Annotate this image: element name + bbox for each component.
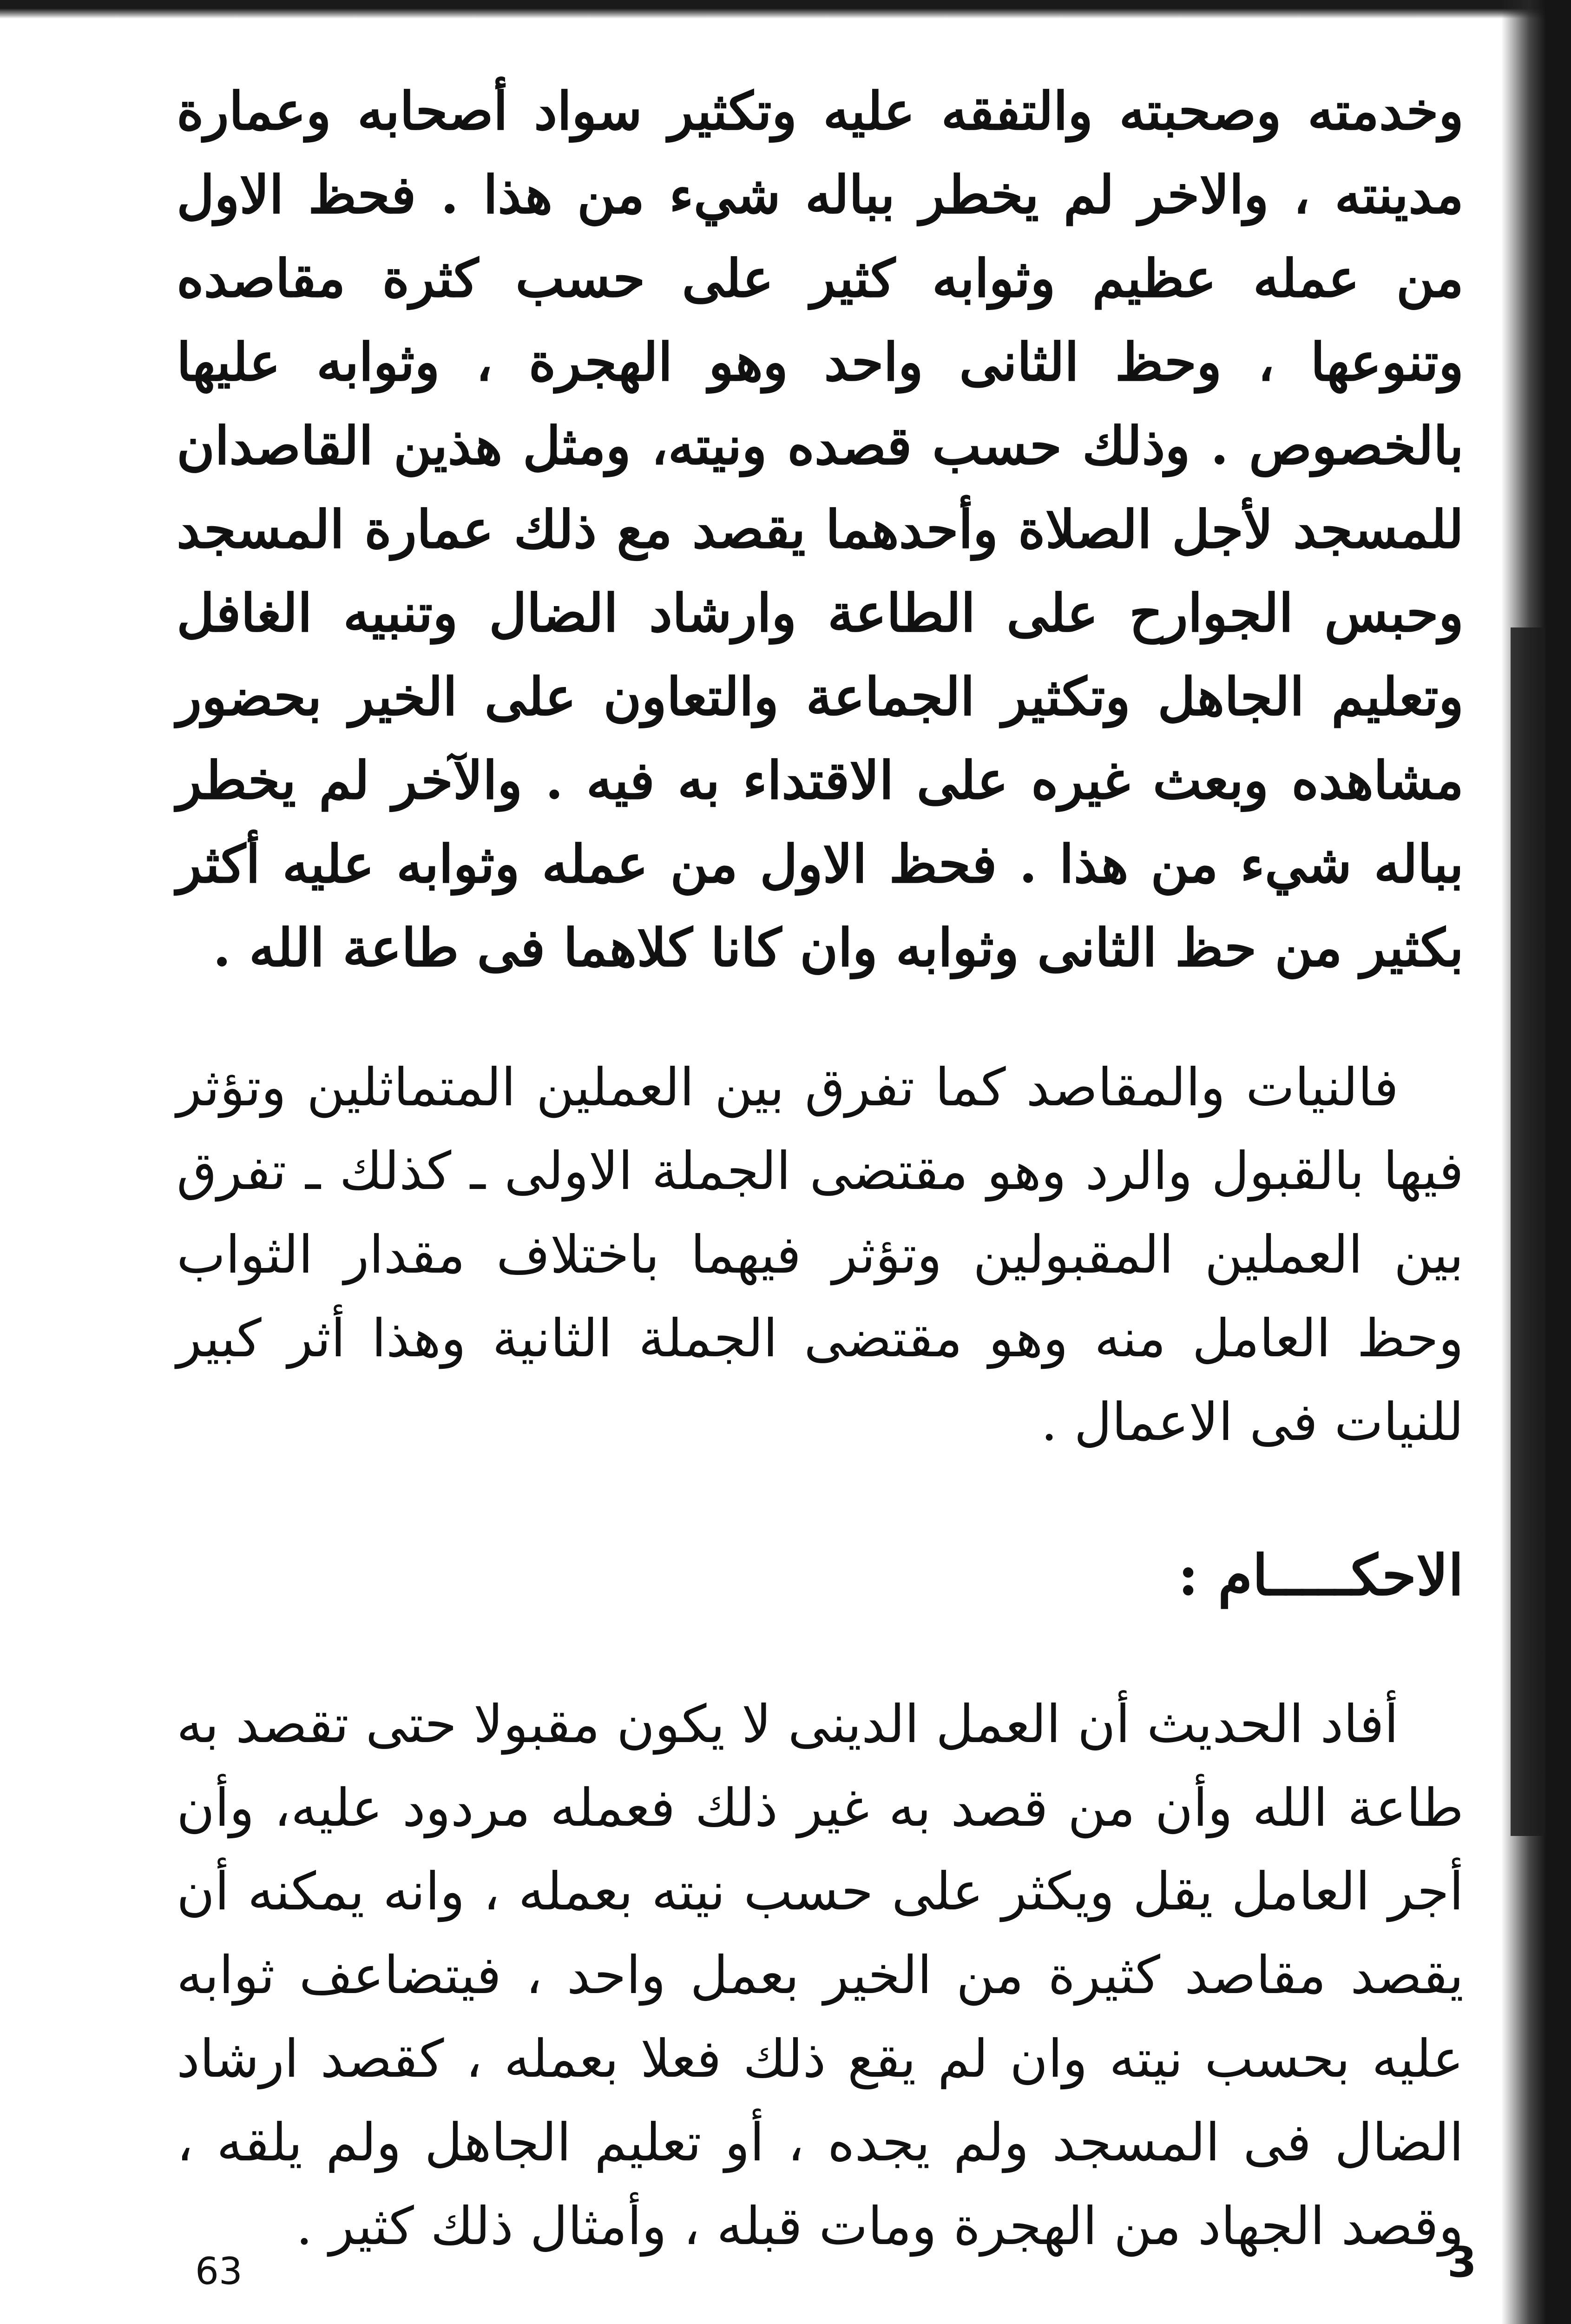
paragraph-1: وخدمته وصحبته والتفقه عليه وتكثير سواد أصحابه وعمارة مدينته ، والاخر لم يخطر بباله شيء من هذا . فحظ الاول من عمله عظيم وثوابه كثير على حسب كثرة مقاصده وتنوعها ، وحظ الثانى واحد وهو الهجرة ، وثوابه عليها بالخصوص . وذلك حسب قصده ونيته، ومثل هذين القاصدان للمسجد لأجل الصلاة وأحدهما يقصد مع ذلك عمارة المسجد وحبس الجوارح على الطاعة وارشاد الضال وتنبيه الغافل وتعليم الجاهل وتكثير الجماعة والتعاون على الخير بحضور مشاهده وبعث غيره على الاقتداء به فيه . والآخر لم يخطر بباله شيء من هذا . فحظ الاول من عمله وثوابه عليه أكثر بكثير من حظ الثانى وثوابه وان كانا كلاهما فى طاعة الله .: [177, 81, 1464, 978]
paragraph-2: فالنيات والمقاصد كما تفرق بين العملين المتماثلين وتؤثر فيها بالقبول والرد وهو مقتضى الجملة الاولى ـ كذلك ـ تفرق بين العملين المقبولين وتؤثر فيهما باختلاف مقدار الثواب وحظ العامل منه وهو مقتضى الجملة الثانية وهذا أثر كبير للنيات فى الاعمال .: [177, 1057, 1464, 1452]
paragraph-3: أفاد الحديث أن العمل الدينى لا يكون مقبولا حتى تقصد به طاعة الله وأن من قصد به غير ذلك فعمله مردود عليه، وأن أجر العامل يقل ويكثر على حسب نيته بعمله ، وانه يمكنه أن يقصد مقاصد كثيرة من الخير بعمل واحد ، فيتضاعف ثوابه عليه بحسب نيته وان لم يقع ذلك فعلا بعمله ، كقصد ارشاد الضال فى المسجد ولم يجده ، أو تعليم الجاهل ولم يلقه ، وقصد الجهاد من الهجرة ومات قبله ، وأمثال ذلك كثير .: [177, 1694, 1464, 2257]
scan-shadow-right: [1511, 627, 1543, 1836]
section-heading: الاحكـــــام :: [1178, 1543, 1464, 1608]
page-body: [177, 70, 1464, 2268]
page-number-right: 3: [1447, 2238, 1477, 2287]
page-number-left: 63: [195, 2250, 243, 2293]
scan-border-top: [0, 0, 1571, 19]
